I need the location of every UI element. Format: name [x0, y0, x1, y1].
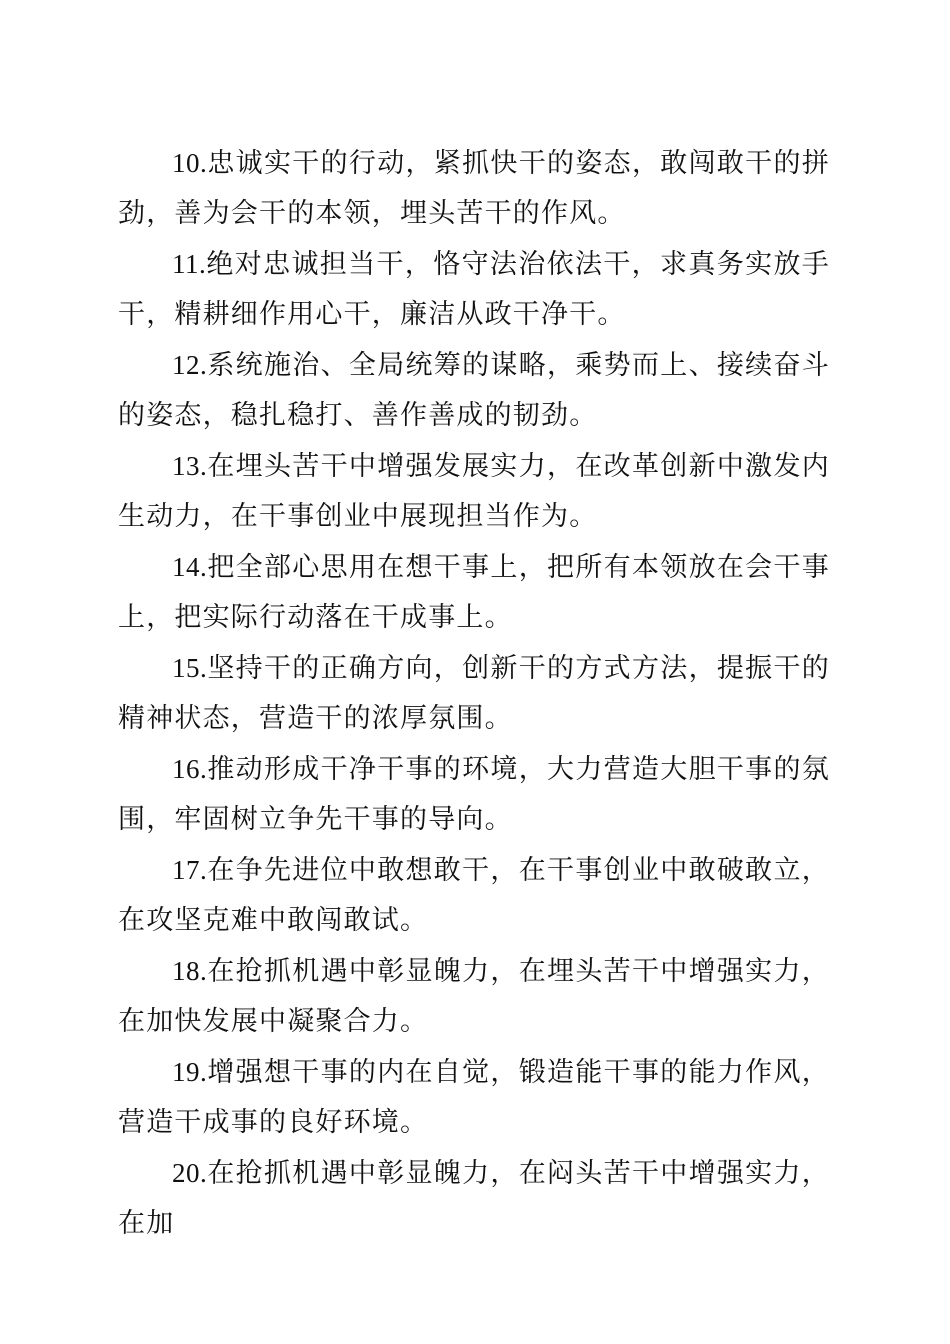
item-number: 19.: [172, 1057, 208, 1087]
list-item-18: [118, 946, 830, 1047]
item-text: 在埋头苦干中增强发展实力，在改革创新中激发内生动力，在干事创业中展现担当作为。: [118, 451, 830, 532]
list-item-16: [118, 744, 830, 845]
list-item-19: [118, 1047, 830, 1148]
list-item-10: [118, 138, 830, 239]
list-item-13: [118, 441, 830, 542]
item-number: 13.: [172, 451, 208, 481]
list-item-15: [118, 643, 830, 744]
document-body: [118, 138, 830, 1249]
item-number: 17.: [172, 855, 208, 885]
item-number: 10.: [172, 148, 208, 178]
item-text: 忠诚实干的行动，紧抓快干的姿态，敢闯敢干的拼劲，善为会干的本领，埋头苦干的作风。: [118, 148, 830, 229]
item-number: 15.: [172, 653, 208, 683]
item-text: 增强想干事的内在自觉，锻造能干事的能力作风，营造干成事的良好环境。: [118, 1057, 830, 1138]
item-number: 20.: [172, 1158, 208, 1188]
item-text: 把全部心思用在想干事上，把所有本领放在会干事上，把实际行动落在干成事上。: [118, 552, 830, 633]
item-text: 在抢抓机遇中彰显魄力，在埋头苦干中增强实力，在加快发展中凝聚合力。: [118, 956, 830, 1037]
item-number: 14.: [172, 552, 208, 582]
list-item-12: [118, 340, 830, 441]
item-number: 16.: [172, 754, 208, 784]
item-text: 绝对忠诚担当干，恪守法治依法干，求真务实放手干，精耕细作用心干，廉洁从政干净干。: [118, 249, 830, 330]
item-text: 在抢抓机遇中彰显魄力，在闷头苦干中增强实力，在加: [118, 1158, 830, 1239]
item-number: 11.: [172, 249, 207, 279]
list-item-17: [118, 845, 830, 946]
item-text: 系统施治、全局统筹的谋略，乘势而上、接续奋斗的姿态，稳扎稳打、善作善成的韧劲。: [118, 350, 830, 431]
list-item-20: [118, 1148, 830, 1249]
item-number: 12.: [172, 350, 208, 380]
list-item-11: [118, 239, 830, 340]
item-text: 在争先进位中敢想敢干，在干事创业中敢破敢立，在攻坚克难中敢闯敢试。: [118, 855, 830, 936]
list-item-14: [118, 542, 830, 643]
item-text: 坚持干的正确方向，创新干的方式方法，提振干的精神状态，营造干的浓厚氛围。: [118, 653, 830, 734]
item-text: 推动形成干净干事的环境，大力营造大胆干事的氛围，牢固树立争先干事的导向。: [118, 754, 830, 835]
item-number: 18.: [172, 956, 208, 986]
